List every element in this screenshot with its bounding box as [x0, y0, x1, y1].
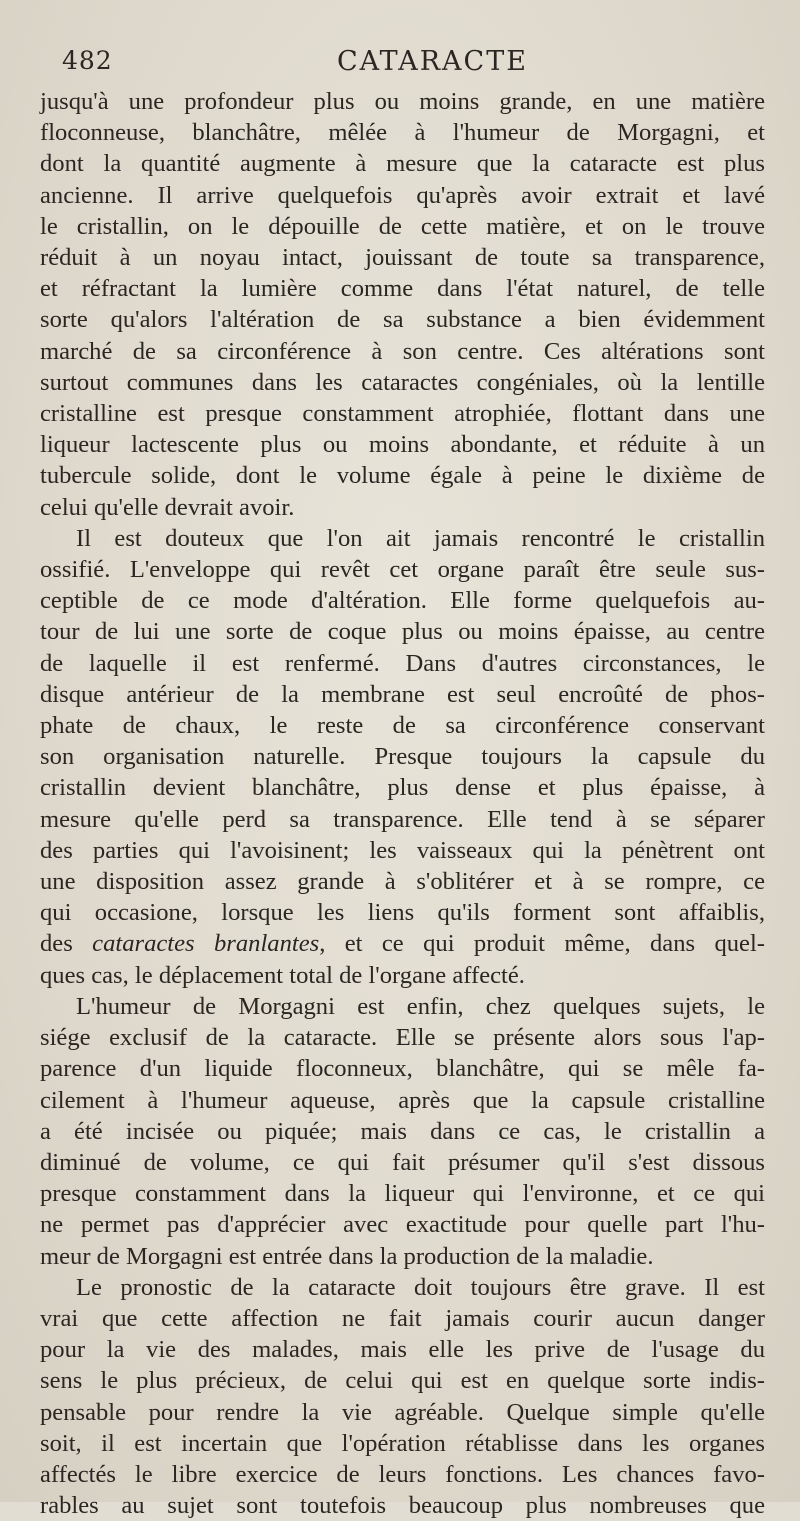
text-line: celui qu'elle devrait avoir.	[40, 493, 295, 521]
text-line: réduit à un noyau intact, jouissant de toute sa transparence,	[40, 244, 765, 272]
text-line: une disposition assez grande à s'oblitérer et à se rompre, ce	[40, 868, 765, 896]
text-line: son organisation naturelle. Presque toujours la capsule du	[40, 743, 765, 771]
paragraph-4	[40, 1272, 765, 1521]
page-header	[62, 46, 762, 86]
running-head: CATARACTE	[337, 46, 528, 77]
text-line: ancienne. Il arrive quelquefois qu'après avoir extrait et lavé	[40, 181, 765, 209]
text-line: pour la vie des malades, mais elle les prive de l'usage du	[40, 1336, 765, 1364]
text-line: affectés le libre exercice de leurs fonctions. Les chances favo-	[40, 1460, 765, 1488]
text-line: sens le plus précieux, de celui qui est en quelque sorte indis-	[40, 1367, 765, 1395]
text-line: surtout communes dans les cataractes congéniales, où la lentille	[40, 368, 765, 396]
text-line: cristalline est presque constamment atrophiée, flottant dans une	[40, 400, 765, 428]
text-line: qui occasione, lorsque les liens qu'ils forment sont affaiblis,	[40, 899, 765, 927]
text-line: rables au sujet sont toutefois beaucoup plus nombreuses que	[40, 1492, 765, 1520]
text-line: a été incisée ou piquée; mais dans ce cas, le cristallin a	[40, 1117, 765, 1145]
text-line: de laquelle il est renfermé. Dans d'autres circonstances, le	[40, 649, 765, 677]
text-line: liqueur lactescente plus ou moins abondante, et réduite à un	[40, 431, 765, 459]
paragraph-2	[40, 523, 765, 991]
text-line: pensable pour rendre la vie agréable. Quelque simple qu'elle	[40, 1398, 765, 1426]
text-line: dont la quantité augmente à mesure que la cataracte est plus	[40, 150, 765, 178]
text-line: jusqu'à une profondeur plus ou moins grande, en une matière	[40, 88, 765, 115]
paragraph-3	[40, 991, 765, 1272]
text-line: tour de lui une sorte de coque plus ou moins épaisse, au centre	[40, 618, 765, 646]
text-line: ossifié. L'enveloppe qui revêt cet organe paraît être seule sus-	[40, 556, 765, 584]
text-line: disque antérieur de la membrane est seul encroûté de phos-	[40, 680, 765, 708]
text-line: meur de Morgagni est entrée dans la production de la maladie.	[40, 1242, 654, 1270]
text-line: parence d'un liquide floconneux, blanchâtre, qui se mêle fa-	[40, 1055, 765, 1083]
text-line: phate de chaux, le reste de sa circonférence conservant	[40, 712, 765, 740]
text-line: cristallin devient blanchâtre, plus dense et plus épaisse, à	[40, 774, 765, 802]
text-line: des parties qui l'avoisinent; les vaisseaux qui la pénètrent ont	[40, 836, 765, 864]
text-line: le cristallin, on le dépouille de cette matière, et on le trouve	[40, 212, 765, 240]
text-line: vrai que cette affection ne fait jamais courir aucun danger	[40, 1304, 765, 1332]
text-line: soit, il est incertain que l'opération rétablisse dans les organes	[40, 1429, 765, 1457]
text-line: sorte qu'alors l'altération de sa substance a bien évidemment	[40, 306, 765, 334]
text-line: presque constamment dans la liqueur qui l'environne, et ce qui	[40, 1180, 765, 1208]
text-line: Il est douteux que l'on ait jamais rencontré le cristallin	[76, 524, 765, 552]
page-number: 482	[62, 46, 113, 75]
text-line: et réfractant la lumière comme dans l'état naturel, de telle	[40, 275, 765, 303]
text-line: mesure qu'elle perd sa transparence. Elle tend à se séparer	[40, 805, 765, 833]
text-line: cilement à l'humeur aqueuse, après que la capsule cristalline	[40, 1086, 765, 1114]
text-line: siége exclusif de la cataracte. Elle se présente alors sous l'ap-	[40, 1024, 765, 1052]
text-line: tubercule solide, dont le volume égale à peine le dixième de	[40, 462, 765, 490]
text-line: Le pronostic de la cataracte doit toujours être grave. Il est	[76, 1273, 765, 1301]
paragraph-1	[40, 86, 765, 523]
text-line: ceptible de ce mode d'altération. Elle forme quelquefois au-	[40, 587, 765, 615]
text-line: ne permet pas d'apprécier avec exactitude pour quelle part l'hu-	[40, 1211, 765, 1239]
text-line: ques cas, le déplacement total de l'organe affecté.	[40, 961, 525, 989]
body-text	[40, 86, 765, 1521]
text-line: marché de sa circonférence à son centre. Ces altérations sont	[40, 337, 765, 365]
text-line: L'humeur de Morgagni est enfin, chez quelques sujets, le	[76, 992, 765, 1020]
text-line: floconneuse, blanchâtre, mêlée à l'humeur de Morgagni, et	[40, 119, 765, 147]
text-line: des cataractes branlantes, et ce qui produit même, dans quel-	[40, 930, 765, 958]
text-line: diminué de volume, ce qui fait présumer qu'il s'est dissous	[40, 1148, 765, 1176]
